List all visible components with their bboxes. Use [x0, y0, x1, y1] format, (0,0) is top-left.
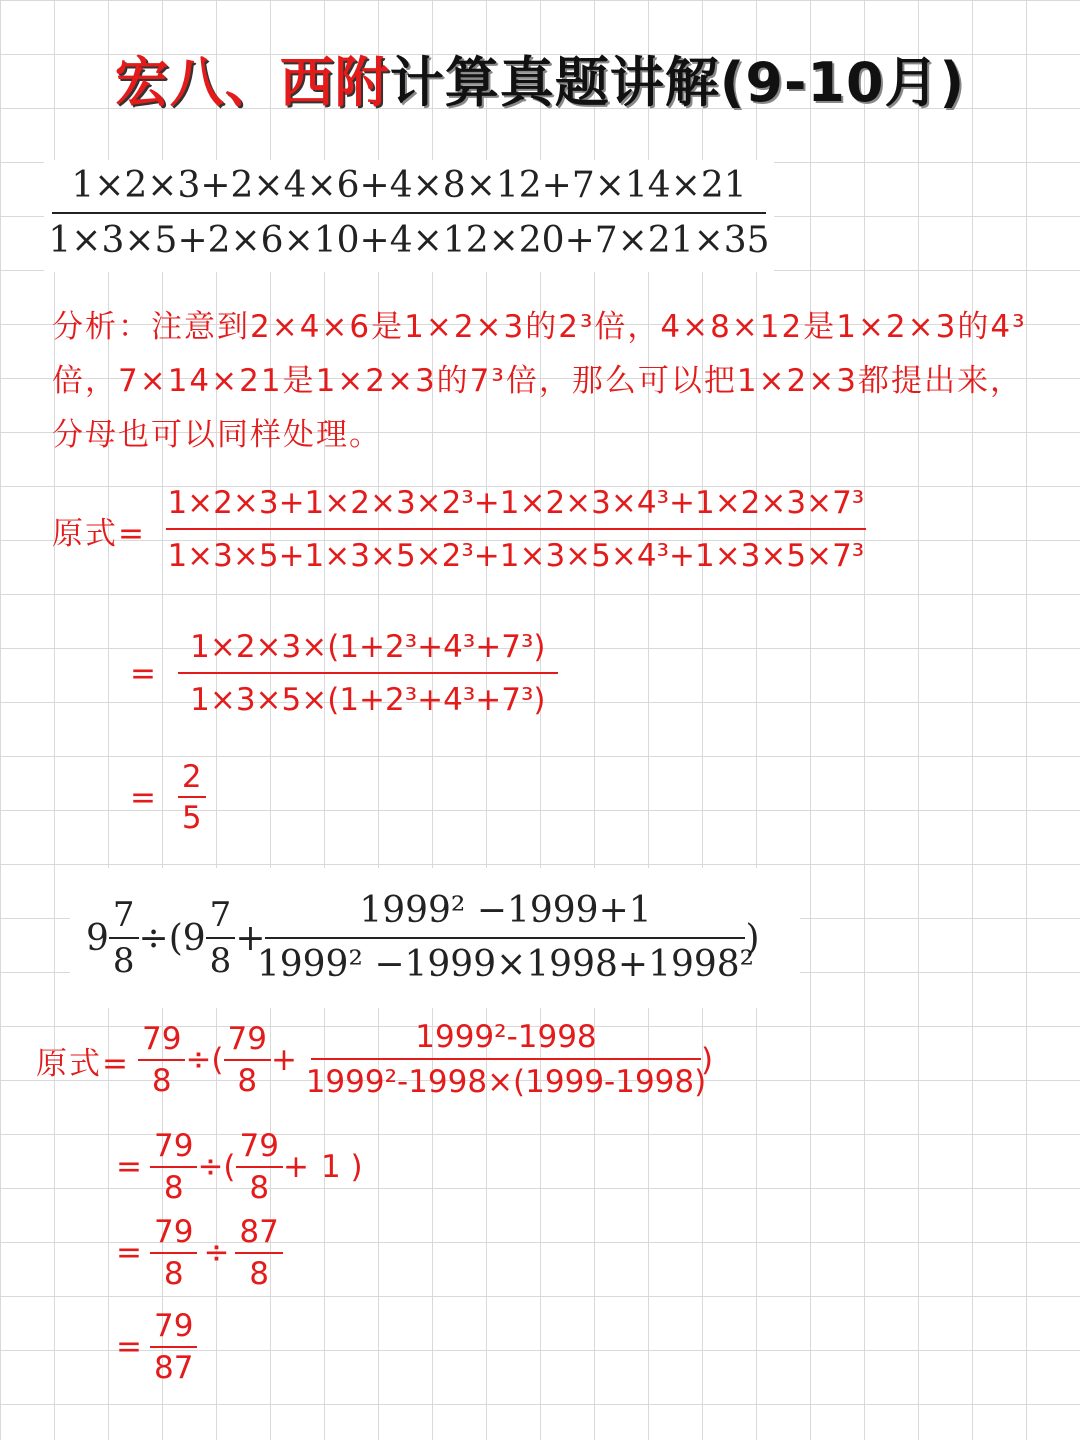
- analysis-paragraph: 分析：注意到2×4×6是1×2×3的2³倍，4×8×12是1×2×3的4³倍，7×14×21是1×2×3的7³倍，那么可以把1×2×3都提出来，分母也可以同样处理。: [52, 309, 1027, 453]
- solution-1-step-1-fraction: [166, 478, 866, 582]
- solution-1-step-2-numerator: 1×2×3×(1+2³+4³+7³): [190, 629, 546, 665]
- equals-sign: =: [116, 1149, 142, 1185]
- denominator: 8: [249, 1256, 270, 1292]
- problem-2-mixed-fraction-2: [206, 893, 236, 983]
- equals-sign: =: [130, 780, 156, 816]
- problem-1-numerator: 1×2×3+2×4×6+4×8×12+7×14×21: [71, 165, 747, 206]
- plus-sign: +: [282, 1149, 309, 1185]
- denominator: 8: [163, 1170, 184, 1206]
- plus-sign: +: [270, 1042, 297, 1078]
- problem-2-close-paren: ): [745, 917, 760, 959]
- problem-1-denominator: 1×3×5+2×6×10+4×12×20+7×21×35: [48, 220, 770, 261]
- solution-2-step-3-b: [235, 1212, 282, 1294]
- problem-2-whole: 9: [86, 917, 109, 959]
- solution-1-step-2: [130, 622, 558, 726]
- analysis-text: [52, 300, 1042, 462]
- problem-2-big-denominator: 1999² −1999×1998+1998²: [256, 944, 755, 985]
- solution-2-a-denominator: 8: [151, 1063, 172, 1099]
- title-red-part: 宏八、西附: [114, 51, 390, 114]
- solution-2-label: 原式=: [36, 1045, 130, 1082]
- solution-2-step-3: [116, 1212, 283, 1294]
- solution-1-result-denominator: 5: [181, 800, 202, 836]
- problem-2-big-numerator: 1999² −1999+1: [359, 890, 652, 931]
- divide-open: ÷(: [185, 1042, 224, 1078]
- denominator: 8: [163, 1256, 184, 1292]
- problem-2-frac-numerator-2: 7: [209, 895, 232, 935]
- solution-2-step-2: [116, 1126, 363, 1208]
- solution-2-result-denominator: 87: [153, 1350, 194, 1386]
- one-close: 1 ): [320, 1149, 363, 1185]
- problem-2-mixed-fraction: [109, 893, 139, 983]
- close-paren: ): [700, 1042, 714, 1078]
- solution-2-big-numerator: 1999²-1998: [415, 1019, 597, 1055]
- divide-sign: ÷: [203, 1235, 230, 1271]
- solution-2-a-numerator: 79: [141, 1021, 182, 1057]
- solution-1-result-numerator: 2: [181, 759, 202, 795]
- solution-1-step-1-numerator: 1×2×3+1×2×3×2³+1×2×3×4³+1×2×3×7³: [167, 485, 865, 521]
- page-title: [0, 48, 1080, 118]
- equals-sign: =: [116, 1329, 142, 1365]
- problem-2-divide-open: ÷(9: [138, 917, 206, 959]
- solution-2-result-numerator: 79: [153, 1308, 194, 1344]
- problem-2-frac-denominator-2: 8: [209, 941, 232, 981]
- problem-1: [44, 160, 774, 272]
- problem-2-frac-denominator: 8: [112, 941, 135, 981]
- solution-2-big-fraction: [305, 1016, 707, 1104]
- solution-2-step-1: [36, 1016, 713, 1104]
- solution-1-step-2-fraction: [178, 622, 558, 726]
- numerator: 79: [153, 1128, 194, 1164]
- solution-1-label: 原式=: [52, 515, 146, 552]
- denominator: 8: [249, 1170, 270, 1206]
- solution-1-result-fraction: [178, 758, 206, 838]
- equals-sign: =: [130, 656, 156, 692]
- numerator: 87: [239, 1214, 279, 1250]
- solution-2-step-2-b: [236, 1126, 283, 1208]
- title-black-part: 计算真题讲解(9-10月): [389, 51, 966, 114]
- solution-2-a-fraction-2: [224, 1019, 271, 1101]
- divide-open: ÷(: [197, 1149, 236, 1185]
- solution-2-a-denominator-2: 8: [237, 1063, 258, 1099]
- problem-1-fraction: [48, 160, 770, 268]
- solution-2-a-fraction: [138, 1019, 185, 1101]
- solution-1-step-1-denominator: 1×3×5+1×3×5×2³+1×3×5×4³+1×3×5×7³: [167, 538, 865, 574]
- solution-2-step-3-a: [150, 1212, 197, 1294]
- problem-2: [70, 868, 800, 1008]
- numerator: 79: [239, 1128, 279, 1164]
- solution-2-result-fraction: [150, 1306, 197, 1388]
- solution-1-result: [130, 758, 206, 838]
- solution-2-a-numerator-2: 79: [227, 1021, 267, 1057]
- solution-2-big-denominator: 1999²-1998×(1999-1998): [305, 1064, 707, 1100]
- problem-2-big-fraction: [256, 885, 755, 991]
- problem-2-frac-numerator: 7: [112, 895, 135, 935]
- solution-2-step-2-a: [150, 1126, 197, 1208]
- solution-1-step-1: [52, 478, 866, 582]
- solution-1-step-2-denominator: 1×3×5×(1+2³+4³+7³): [190, 682, 546, 718]
- problem-2-plus: +: [235, 917, 266, 959]
- solution-2-result: [116, 1306, 197, 1388]
- numerator: 79: [153, 1214, 194, 1250]
- equals-sign: =: [116, 1235, 142, 1271]
